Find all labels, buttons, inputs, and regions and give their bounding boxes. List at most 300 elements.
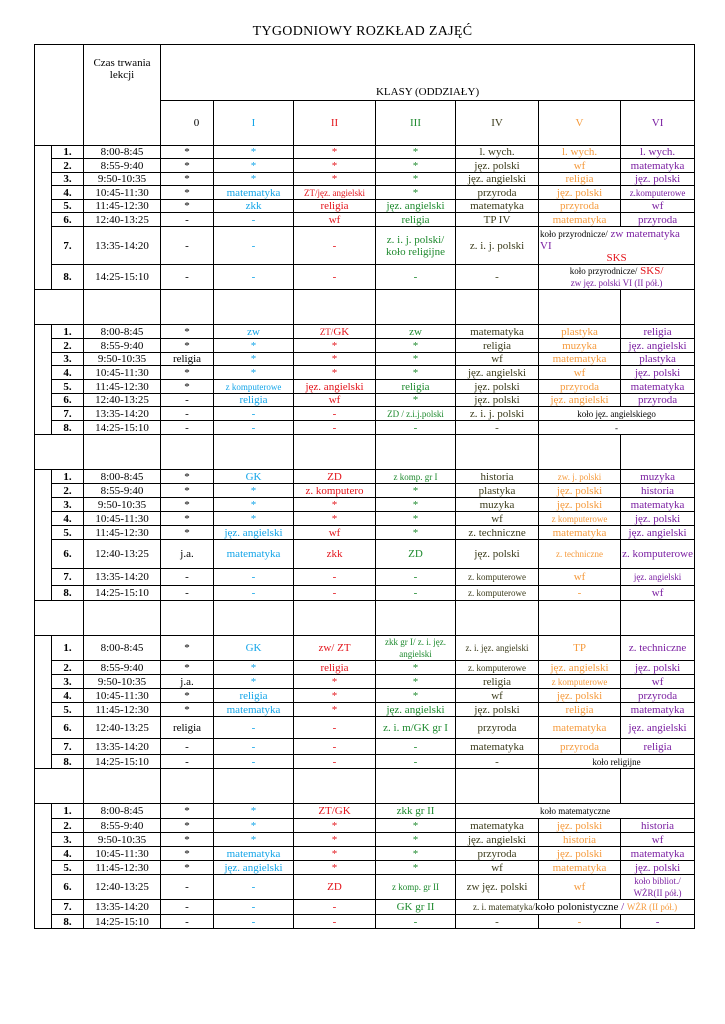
class-2-cell-text: zkk [326,548,343,560]
lesson-number-text: 6. [63,548,72,560]
class-3-cell-text: * [412,689,419,702]
cell-text-part: z. i. matematyka/ [472,902,535,912]
class-1-cell [214,325,294,339]
lesson-time [84,717,161,739]
separator-cell [35,435,84,470]
lesson-time-text: 12:40-13:25 [95,721,149,734]
lesson-time-text: 9:50-10:35 [97,353,147,365]
class-1-cell-text: * [250,146,257,158]
class-4-cell [456,227,539,265]
class-6-cell [621,498,695,512]
class-3-cell [376,366,456,380]
separator-cell [456,290,539,325]
lesson-time [84,636,161,661]
class-4-cell [456,675,539,689]
class-2-cell [294,213,376,227]
class-2-cell-text: * [331,146,338,158]
lesson-time [84,675,161,689]
class-3-cell-text: - [413,587,418,599]
lesson-number [52,819,84,833]
class-0-cell [161,540,214,569]
class-3-cell [376,339,456,353]
lesson-number [52,173,84,186]
class-5-cell-text: jęz. polski [556,819,603,832]
cell-text-part: koło przyrodnicze/ [569,266,638,276]
class-3-cell [376,512,456,526]
lesson-number [52,847,84,861]
class-0-cell-text: * [184,200,190,212]
lesson-time-text: 12:40-13:25 [95,394,149,406]
lesson-number-text: 4. [63,847,72,860]
class-6-cell-text: koło bibliot./ WŻR(II pół.) [633,876,682,898]
class-3-cell [376,915,456,929]
separator-cell [376,435,456,470]
class-4-cell-text: jęz. angielski [467,173,527,185]
class-5-cell [539,717,621,739]
class-1-cell-text: - [251,915,256,928]
class-3-cell-text: * [412,675,419,688]
lesson-time [84,366,161,380]
class-2-cell-text: - [332,721,337,734]
class-6-cell-text: przyroda [638,394,678,406]
class-0-cell [161,875,214,900]
class-3-cell [376,200,456,213]
class-5-cell-text: historia [563,833,597,846]
class-6-cell-text: jęz. angielski [628,721,687,734]
document-title: TYGODNIOWY ROZKŁAD ZAJĘĆ [252,24,473,39]
class-1-cell-text: - [251,740,256,753]
class-6-cell-text: jęz. polski [634,661,681,674]
class-6-cell-text: matematyka [630,380,685,393]
lesson-row [35,470,695,484]
lesson-row [35,512,695,526]
class-2-cell [294,380,376,394]
class-0-cell-text: - [185,407,189,420]
class-5-cell-text: zw. j. polski [557,471,602,482]
class-6-cell-text: jęz. angielski [628,526,687,539]
lesson-row [35,200,695,213]
class-0-cell-text: - [185,740,189,753]
class-5-cell-text: l. wych. [561,146,598,158]
class-4-cell [456,861,539,875]
class-3-cell [376,739,456,755]
lesson-row [35,717,695,739]
order-header [35,45,84,146]
class-1-cell [214,675,294,689]
class-3-cell-text: zw [409,325,422,338]
class-2-cell [294,146,376,159]
day-label [35,636,52,769]
class-5-cell [539,512,621,526]
class-5-cell [539,636,621,661]
class-3-cell-text: - [413,755,418,768]
class-4-cell-text: religia [482,339,512,352]
lesson-number [52,484,84,498]
class-0-cell-text: * [184,703,190,716]
class-5-cell [539,875,621,900]
class-3-cell [376,526,456,540]
class-0-cell [161,900,214,915]
lesson-time [84,540,161,569]
lesson-time-text: 8:55-9:40 [100,819,144,832]
merged-cell [539,421,695,435]
class-0-cell-text: - [185,239,189,252]
class-0-cell [161,819,214,833]
class-1-cell [214,407,294,421]
class-3-cell [376,703,456,717]
class-1-cell-text: - [251,239,256,252]
class-0-cell-text: * [184,325,190,338]
lesson-number [52,875,84,900]
class-1-cell-text: - [251,271,256,283]
day-label [35,804,52,929]
class-6-cell [621,675,695,689]
lesson-row [35,394,695,407]
lesson-number [52,804,84,819]
class-4-cell-text: wf [491,689,503,702]
class-4-cell [456,159,539,173]
class-3-cell-text: - [413,421,418,434]
lesson-row [35,484,695,498]
lesson-row [35,755,695,769]
class-0-cell [161,186,214,200]
class-2-cell [294,804,376,819]
class-6-cell-text: jęz. polski [634,366,681,379]
class-6-cell-text: plastyka [639,353,676,365]
class-0-cell [161,661,214,675]
class-2-cell-text: - [332,239,337,252]
class-2-cell [294,421,376,435]
class-4-cell-text: jęz. polski [474,394,520,406]
class-1-cell [214,833,294,847]
separator-cell [621,435,695,470]
class-5-cell [539,915,621,929]
class-1-cell [214,819,294,833]
class-0-cell-text: * [184,366,190,379]
class-1-cell-text: GK [245,642,262,654]
class-3-cell-text: * [412,484,419,497]
lesson-time [84,325,161,339]
class-5-cell [539,159,621,173]
lesson-row [35,675,695,689]
class-4-cell-text: religia [482,675,512,688]
class-0-cell [161,847,214,861]
lesson-time [84,875,161,900]
lesson-number-text: 5. [63,526,72,539]
class-2-cell [294,407,376,421]
lesson-time-text: 9:50-10:35 [97,675,147,688]
class-5-cell [539,586,621,601]
lesson-time-text: 8:00-8:45 [100,805,144,817]
class-0-cell-text: * [184,380,190,393]
lesson-time-text: 13:35-14:20 [95,239,149,252]
class-4-cell-text: - [495,755,499,768]
lesson-number-text: 7. [63,239,72,252]
class-1-cell [214,484,294,498]
lesson-row [35,498,695,512]
class-5-cell-text: jęz. polski [556,186,603,199]
classes-header: KLASY (ODDZIAŁY) [161,45,695,101]
class-header-I-text: I [251,117,256,129]
lesson-number-text: 6. [63,394,72,406]
class-0-cell-text: - [185,915,189,928]
class-3-cell-text: jęz. angielski [386,703,445,716]
lesson-time [84,661,161,675]
class-header-I [214,101,294,146]
class-5-cell-text: matematyka [552,213,607,226]
class-4-cell [456,875,539,900]
lesson-number-text: 4. [63,512,72,525]
class-0-cell-text: * [184,484,190,497]
class-6-cell-text: matematyka [630,498,685,511]
class-0-cell-text: religia [172,721,202,734]
class-6-cell [621,861,695,875]
class-0-cell [161,159,214,173]
lesson-time [84,339,161,353]
lesson-number [52,661,84,675]
lesson-row [35,146,695,159]
class-4-cell [456,739,539,755]
lesson-time-text: 13:35-14:20 [95,571,149,583]
class-4-cell [456,146,539,159]
class-6-cell-text: wf [651,587,664,599]
class-3-cell-text: - [413,740,418,753]
class-0-cell [161,861,214,875]
lesson-time [84,512,161,526]
lesson-row [35,586,695,601]
class-5-cell-text: wf [573,366,586,379]
class-5-cell-text: przyroda [559,200,600,212]
class-1-cell-text: * [250,819,257,832]
class-1-cell [214,875,294,900]
class-4-cell [456,470,539,484]
class-1-cell [214,915,294,929]
class-3-cell-text: * [412,833,419,846]
class-2-cell-text: * [331,498,338,511]
class-0-cell-text: * [184,173,190,185]
lesson-number [52,227,84,265]
day-separator [35,290,695,325]
separator-cell [456,601,539,636]
cell-text-part: SKS [606,251,627,264]
class-5-cell [539,353,621,366]
class-2-cell-text: * [331,703,338,716]
class-4-cell-text: muzyka [479,498,515,511]
class-0-cell-text: * [184,146,190,158]
merged-cell-text: koło religijne [592,756,641,767]
class-0-cell-text: - [185,213,189,226]
class-1-cell [214,661,294,675]
class-header-IV [456,101,539,146]
class-5-cell-text: matematyka [552,353,607,365]
class-4-cell [456,394,539,407]
class-5-cell [539,703,621,717]
class-3-cell-text: religia [401,213,430,226]
class-2-cell-text: * [331,819,338,832]
cell-text-part: / [621,901,625,913]
separator-cell [621,601,695,636]
class-5-cell-text: matematyka [552,526,607,539]
class-2-cell-text: - [332,740,337,753]
class-4-cell-text: matematyka [470,200,524,212]
class-5-cell-text: matematyka [552,721,607,734]
lesson-row [35,636,695,661]
separator-cell [456,769,539,804]
day-separator [35,769,695,804]
class-2-cell-text: religia [320,200,349,212]
class-3-cell [376,861,456,875]
class-1-cell-text: zkk [245,200,262,212]
class-4-cell-text: z. i. j. polski [469,407,525,420]
sks-line [540,252,693,264]
class-2-cell [294,498,376,512]
class-0-cell [161,366,214,380]
class-3-cell-text: - [413,915,418,928]
class-4-cell-text: przyroda [477,186,517,199]
class-4-cell-text: jęz. polski [474,380,520,393]
cell-text-part: zw matematyka VI [540,227,680,252]
cell-text-part: SKS/ [640,265,664,277]
lesson-number-text: 5. [63,703,72,716]
class-3-cell [376,498,456,512]
class-2-cell-text: * [331,847,338,860]
lesson-row [35,739,695,755]
lesson-time [84,200,161,213]
lesson-number [52,186,84,200]
separator-cell [539,290,621,325]
lesson-time-text: 11:45-12:30 [95,526,149,539]
lesson-time-text: 14:25-15:10 [95,587,149,599]
class-6-cell [621,833,695,847]
class-3-cell [376,186,456,200]
class-0-cell [161,407,214,421]
cell-text-part: ZT/ [319,326,334,337]
lesson-row [35,526,695,540]
lesson-number [52,915,84,929]
class-2-cell-text: * [331,675,338,688]
class-5-cell [539,675,621,689]
class-2-cell [294,689,376,703]
lesson-time-text: 8:00-8:45 [100,325,144,338]
lesson-row [35,861,695,875]
class-5-cell [539,186,621,200]
class-2-cell [294,526,376,540]
class-1-cell [214,804,294,819]
class-4-cell [456,213,539,227]
class-4-cell-text: z. techniczne [468,526,526,539]
class-0-cell [161,498,214,512]
class-1-cell [214,339,294,353]
class-4-cell-text: matematyka [470,819,524,832]
class-4-cell [456,526,539,540]
class-2-cell-text: ZT/jęz. angielski [304,187,365,198]
lesson-number [52,689,84,703]
class-6-cell-text: jęz. angielski [628,339,687,352]
class-5-cell [539,847,621,861]
class-header-V-text: V [575,117,584,129]
separator-cell [456,435,539,470]
lesson-time-text: 8:55-9:40 [100,159,144,172]
class-2-cell-text: * [331,173,338,185]
class-3-cell-text: * [412,819,419,832]
class-1-cell-text: jęz. angielski [224,526,283,539]
day-label [35,470,52,601]
class-1-cell [214,526,294,540]
class-6-cell-text: l. wych. [639,146,676,158]
class-3-cell [376,689,456,703]
merged-cell-text: koło matematyczne [539,806,611,816]
class-4-cell-text: zw jęz. polski [466,881,528,893]
class-4-cell-text: z. komputerowe [468,662,526,673]
class-1-cell [214,636,294,661]
class-6-cell [621,540,695,569]
class-6-cell [621,689,695,703]
day-separator [35,435,695,470]
separator-cell [214,769,294,804]
separator-cell [214,435,294,470]
lesson-time-text: 12:40-13:25 [95,548,149,560]
lesson-time-text: 8:55-9:40 [100,339,144,352]
class-0-cell [161,339,214,353]
class-4-cell-text: wf [491,353,503,365]
class-3-cell-text: zkk gr II [396,805,435,817]
class-2-cell-text: - [332,587,337,599]
class-3-cell [376,394,456,407]
lesson-number [52,353,84,366]
class-6-cell-text: - [655,915,660,928]
lesson-time [84,915,161,929]
class-2-cell-text: - [332,571,337,583]
class-4-cell [456,819,539,833]
separator-cell [294,435,376,470]
lesson-number-text: 8. [63,587,72,599]
day-label [35,325,52,435]
lesson-time-text: 10:45-11:30 [95,366,149,379]
class-1-cell-text: religia [239,689,268,702]
class-1-cell-text: matematyka [226,548,281,560]
class-0-cell [161,675,214,689]
class-0-cell-text: j.a. [180,548,194,560]
lesson-number [52,470,84,484]
class-1-cell-text: matematyka [226,847,281,860]
class-6-cell [621,159,695,173]
class-1-cell-text: - [251,755,256,768]
class-2-cell [294,173,376,186]
class-0-cell-text: religia [172,353,202,365]
lesson-number-text: 3. [63,353,72,365]
class-0-cell-text: - [185,587,189,599]
class-6-cell [621,325,695,339]
class-1-cell [214,186,294,200]
class-5-cell [539,366,621,380]
class-0-cell [161,380,214,394]
class-4-cell [456,703,539,717]
class-4-cell [456,325,539,339]
lesson-row [35,915,695,929]
class-4-cell [456,636,539,661]
lesson-row [35,380,695,394]
class-0-cell-text: * [184,159,190,172]
class-5-cell-text: przyroda [559,380,600,393]
class-0-cell-text: * [184,689,190,702]
class-4-cell-text: przyroda [477,721,517,734]
class-1-cell [214,366,294,380]
lesson-time-text: 10:45-11:30 [95,512,149,525]
class-5-cell [539,861,621,875]
lesson-number [52,421,84,435]
lesson-number [52,900,84,915]
lesson-time [84,569,161,586]
